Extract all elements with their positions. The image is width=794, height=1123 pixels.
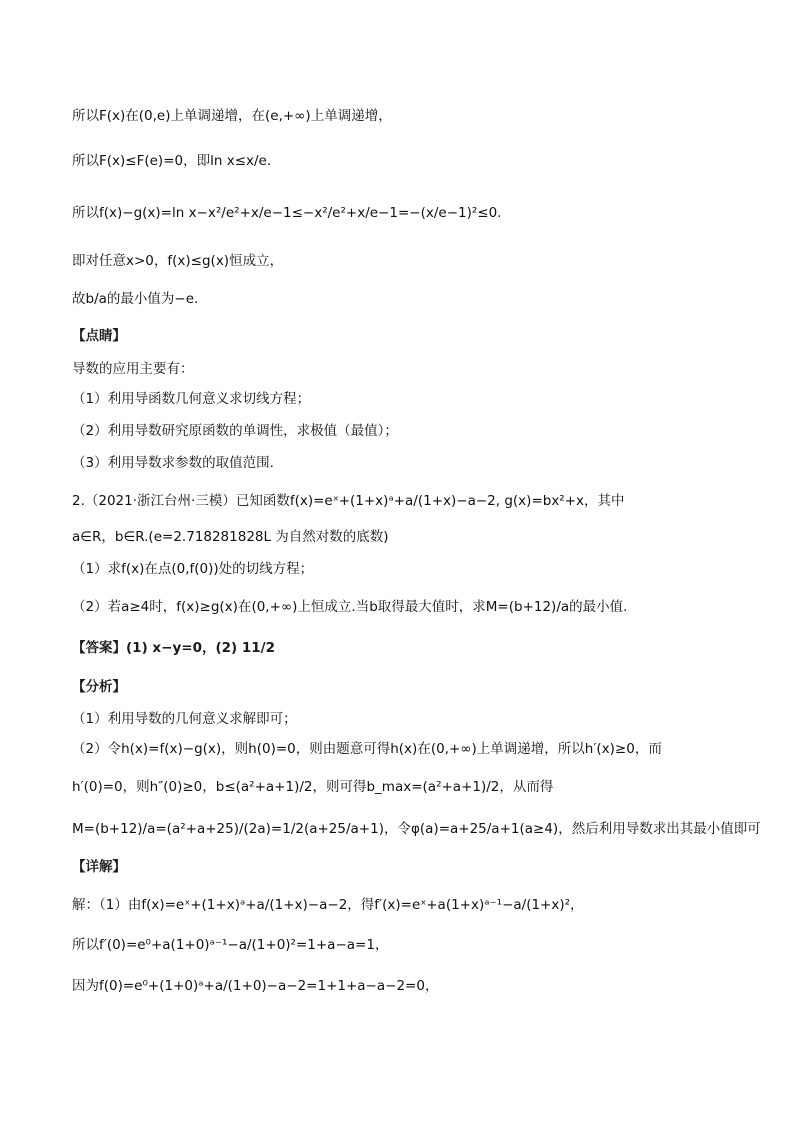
text-line: 导数的应用主要有： [72,361,194,377]
text-line: 所以f′(0)=e⁰+a(1+0)ᵃ⁻¹−a/(1+0)²=1+a−a=1， [72,937,389,953]
text-line: 所以f(x)−g(x)=ln x−x²/e²+x/e−1≤−x²/e²+x/e−1=−(x/e−1)²≤0. [72,205,502,221]
list-item: （1）求f(x)在点(0,f(0))处的切线方程； [72,561,314,577]
text-line: 所以F(x)在(0,e)上单调递增，在(e,+∞)上单调递增， [72,108,392,124]
text-line: 即对任意x>0，f(x)≤g(x)恒成立， [72,253,284,269]
text-line: 所以F(x)≤F(e)=0，即ln x≤x/e. [72,153,272,169]
section-heading: 【详解】 [72,859,126,875]
list-item: （2）若a≥4时，f(x)≥g(x)在(0,+∞)上恒成立.当b取得最大值时，求M=(b+12)/a的最小值. [72,599,628,615]
text-line: 因为f(0)=e⁰+(1+0)ᵃ+a/(1+0)−a−2=1+1+a−a−2=0， [72,978,439,994]
section-heading: 【点睛】 [72,328,126,344]
text-line: a∈R，b∈R.(e=2.718281828L 为自然对数的底数) [72,529,389,545]
list-item: （2）利用导数研究原函数的单调性，求极值（最值）； [72,423,398,439]
text-line: h′(0)=0，则h″(0)≥0，b≤(a²+a+1)/2，则可得b_max=(a²+a+1)/2，从而得 [72,779,554,795]
list-item: （1）利用导数的几何意义求解即可； [72,711,297,727]
answer-line: 【答案】(1) x−y=0，(2) 11/2 [72,640,276,656]
text-line: 故b/a的最小值为−e. [72,291,199,307]
list-item: （2）令h(x)=f(x)−g(x)，则h(0)=0，则由题意可得h(x)在(0,+∞)上单调递增，所以h′(x)≥0，而 [72,741,662,757]
list-item: （1）利用导函数几何意义求切线方程； [72,391,311,407]
text-line: M=(b+12)/a=(a²+a+25)/(2a)=1/2(a+25/a+1)，令φ(a)=a+25/a+1(a≥4)，然后利用导数求出其最小值即可 [72,821,761,837]
text-line: 解：（1）由f(x)=eˣ+(1+x)ᵃ+a/(1+x)−a−2，得f′(x)=eˣ+a(1+x)ᵃ⁻¹−a/(1+x)²， [72,897,584,913]
list-item: （3）利用导数求参数的取值范围. [72,455,274,471]
problem-statement: 2.（2021·浙江台州·三模）已知函数f(x)=eˣ+(1+x)ᵃ+a/(1+x)−a−2, g(x)=bx²+x，其中 [72,493,625,509]
section-heading: 【分析】 [72,679,126,695]
